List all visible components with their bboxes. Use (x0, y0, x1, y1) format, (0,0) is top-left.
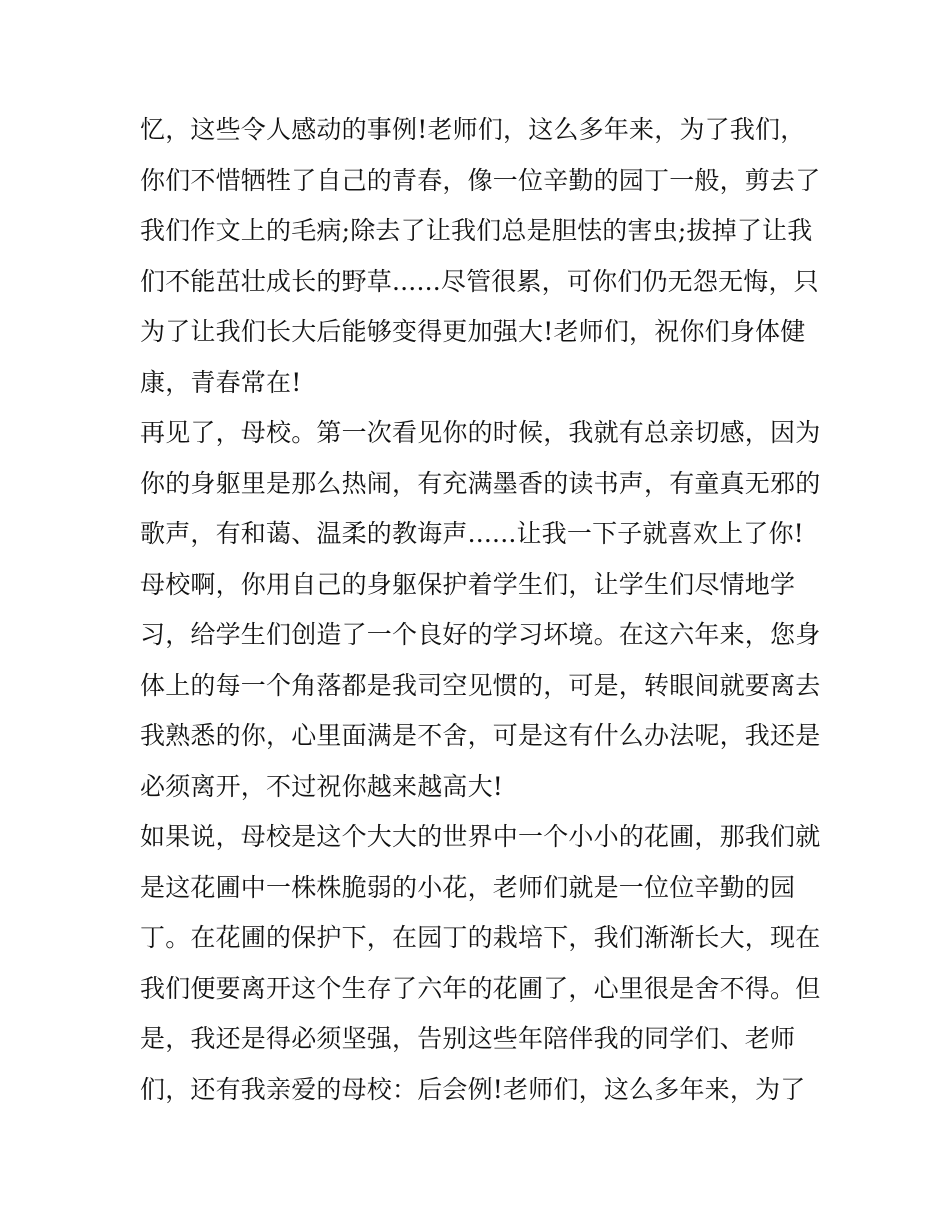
text-line: 是，我还是得必须坚强，告别这些年陪伴我的同学们、老师 (140, 1024, 796, 1053)
text-line: 康，青春常在! (140, 367, 302, 397)
text-line: 歌声，有和蔼、温柔的教诲声......让我一下子就喜欢上了你! (140, 519, 804, 548)
text-line: 我们作文上的毛病;除去了让我们总是胆怯的害虫;拔掉了让我 (140, 216, 813, 245)
text-line: 必须离开，不过祝你越来越高大! (140, 771, 504, 801)
text-line: 你们不惜牺牲了自己的青春，像一位辛勤的园丁一般，剪去了 (140, 165, 820, 195)
text-line: 体上的每一个角落都是我司空见惯的，可是，转眼间就要离去 (140, 670, 820, 700)
text-line: 是这花圃中一株株脆弱的小花，老师们就是一位位辛勤的园 (140, 872, 796, 902)
text-line: 母校啊，你用自己的身躯保护着学生们，让学生们尽情地学 (140, 569, 796, 599)
text-line: 习，给学生们创造了一个良好的学习坏境。在这六年来，您身 (140, 620, 820, 649)
text-line: 丁。在花圃的保护下，在园丁的栽培下，我们渐渐长大，现在 (140, 923, 820, 952)
text-line: 我们便要离开这个生存了六年的花圃了，心里很是舍不得。但 (140, 973, 820, 1003)
text-line: 们不能茁壮成长的野草......尽管很累，可你们仍无怨无悔，只 (140, 266, 819, 296)
text-line: 们，还有我亲爱的母校：后会例!老师们，这么多年来，为了 (140, 1074, 806, 1104)
document-body (140, 105, 820, 1115)
text-line: 如果说，母校是这个大大的世界中一个小小的花圃，那我们就 (140, 822, 820, 851)
text-line: 我熟悉的你，心里面满是不舍，可是这有什么办法呢，我还是 (140, 721, 820, 750)
text-line: 忆，这些令人感动的事例!老师们，这么多年来，为了我们， (140, 115, 806, 144)
text-line: 你的身躯里是那么热闹，有充满墨香的读书声，有童真无邪的 (140, 468, 820, 498)
text-line: 为了让我们长大后能够变得更加强大!老师们，祝你们身体健 (140, 317, 806, 346)
text-line: 再见了，母校。第一次看见你的时候，我就有总亲切感，因为 (140, 418, 820, 447)
